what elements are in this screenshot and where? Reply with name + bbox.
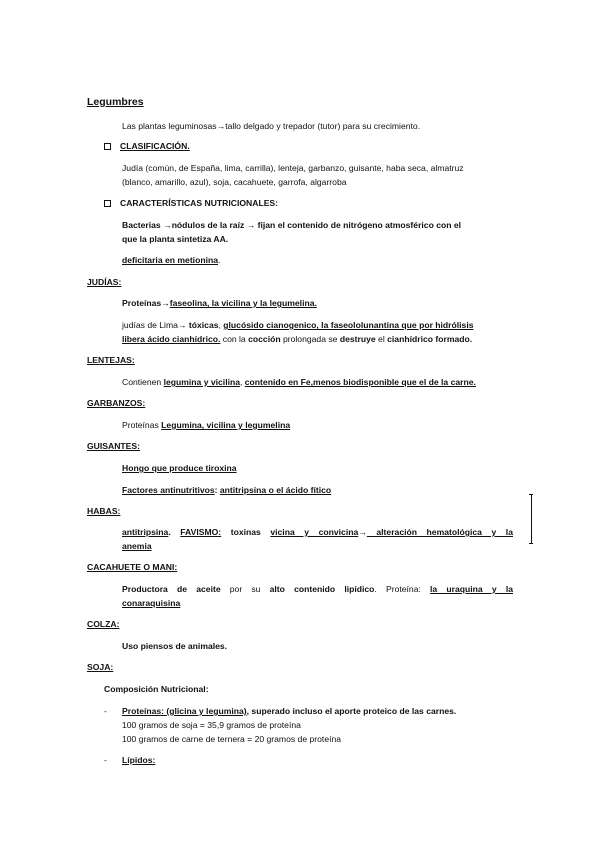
text-libera: libera ácido cianhídrico. [122,334,221,344]
caracteristicas-line-2: que la planta sintetiza AA. [122,234,229,244]
text-proteinas: Proteínas [122,420,162,430]
page-title: Legumbres [87,96,144,108]
arrow-icon: → [246,220,256,230]
text-coccion: cocción [248,334,281,344]
guisantes-heading: GUISANTES: [87,441,140,451]
habas-line-1 [122,527,513,538]
text-proteinas: Proteínas [122,298,162,308]
text-comma: , [218,320,224,330]
text-toxicas: tóxicas [186,320,219,330]
text-por-su: por su [220,584,270,594]
text-legumina-vicilina-legumelina: Legumina, vicilina y legumelina [161,420,291,430]
clasificacion-heading-text: CLASIFICACIÓN. [120,141,190,151]
text-con-la: con la [220,334,249,344]
clasificacion-line-2: (blanco, amarillo, azul), soja, cacahuete, garrofa, algarroba [122,177,347,187]
soja-line-3: 100 gramos de carne de ternera = 20 gramos de proteína [122,734,342,744]
arrow-icon: → [177,320,187,330]
soja-lipidos: Lípidos: [122,755,156,765]
text-superado: , superado incluso el aporte proteico de las carnes. [246,706,457,716]
text-favismo: FAVISMO: [180,527,222,537]
intro-line [122,121,420,132]
text-vicina: vicina y convicina [270,527,359,537]
period: . [218,255,221,265]
judias-line-2 [122,320,474,331]
garbanzos-heading: GARBANZOS: [87,398,146,408]
colza-line-1: Uso piensos de animales. [122,641,228,651]
caracteristicas-line-3 [122,255,220,266]
list-dash: - [104,706,107,716]
clasificacion-heading [104,141,190,152]
colza-heading: COLZA: [87,619,120,629]
text-productora: Productora de aceite [122,584,221,594]
cacahuete-line-1 [122,584,513,595]
judias-heading: JUDÍAS: [87,277,122,287]
guisantes-line-1: Hongo que produce tiroxina [122,463,237,473]
text-alto-contenido: alto contenido lipídico [269,584,375,594]
cacahuete-line-2: conaraquisina [122,598,181,608]
text-toxinas: toxinas [221,527,271,537]
text-faseolina: faseolina, la vicilina y la legumelina. [169,298,317,308]
arrow-icon: → [161,298,170,308]
caracteristicas-heading-text: CARACTERÍSTICAS NUTRICIONALES: [120,198,279,208]
bracket-mark [527,494,532,544]
lentejas-heading: LENTEJAS: [87,355,135,365]
text-proteina: . Proteína: [374,584,431,594]
guisantes-line-2 [122,485,331,496]
text-nodulos: nódulos de la raíz [171,220,247,230]
soja-proteinas-line [122,706,456,717]
text-destruye: destruye [339,334,376,344]
text-glucosido: glucósido cianogenico, la faseololunantina que por hidrólisis [223,320,474,330]
text-judias-lima: judías de Lima [122,320,178,330]
garbanzos-line-1 [122,420,290,431]
text-prolongada: prolongada se [280,334,340,344]
intro-text-b: tallo delgado y trepador (tutor) para su crecimiento. [225,121,421,131]
checkbox-icon [104,143,111,150]
text-period: . [168,527,181,537]
soja-heading: SOJA: [87,662,114,672]
text-fijan: fijan el contenido de nitrógeno atmosférico con el [255,220,462,230]
text-factores: Factores antinutritivos [122,485,215,495]
arrow-icon: → [163,220,172,230]
text-contienen: Contienen [122,377,164,387]
arrow-icon: → [216,121,226,131]
text-proteinas: Proteínas: [122,706,167,716]
clasificacion-line-1: Judía (común, de España, lima, carrilla), lenteja, garbanzo, guisante, haba seca, almatruz [122,163,464,173]
list-dash: - [104,755,107,765]
text-contenido-fe: contenido en Fe,menos biodisponible que el de la carne. [244,377,476,387]
deficitaria-text: deficitaria en metionina [122,255,218,265]
habas-heading: HABAS: [87,506,121,516]
text-comma: , [240,377,245,387]
text-glicina: (glicina y legumina) [166,706,247,716]
intro-text-a: Las plantas leguminosas [122,121,217,131]
text-legumina-vicilina: legumina y vicilina [163,377,240,387]
text-el: el [375,334,388,344]
caracteristicas-line-1 [122,220,461,231]
text-colon: : [214,485,220,495]
text-alteracion: alteración hematológica y la [366,527,513,537]
judias-line-3 [122,334,472,345]
soja-subheading: Composición Nutricional: [104,684,209,694]
arrow-icon: → [358,527,367,537]
cacahuete-heading: CACAHUETE O MANI: [87,562,178,572]
habas-line-2: anemia [122,541,152,551]
judias-line-1 [122,298,317,309]
text-uraquina: la uraquina y la [430,584,513,594]
lentejas-line-1 [122,377,476,388]
checkbox-icon [104,200,111,207]
caracteristicas-heading [104,198,278,209]
text-antitripsina: antitripsina o el ácido fítico [219,485,332,495]
soja-line-2: 100 gramos de soja = 35,9 gramos de proteína [122,720,301,730]
text-bacterias: Bacterias [122,220,164,230]
text-antitripsina: antitripsina [122,527,169,537]
text-cianhidrico: cianhídrico formado. [387,334,473,344]
